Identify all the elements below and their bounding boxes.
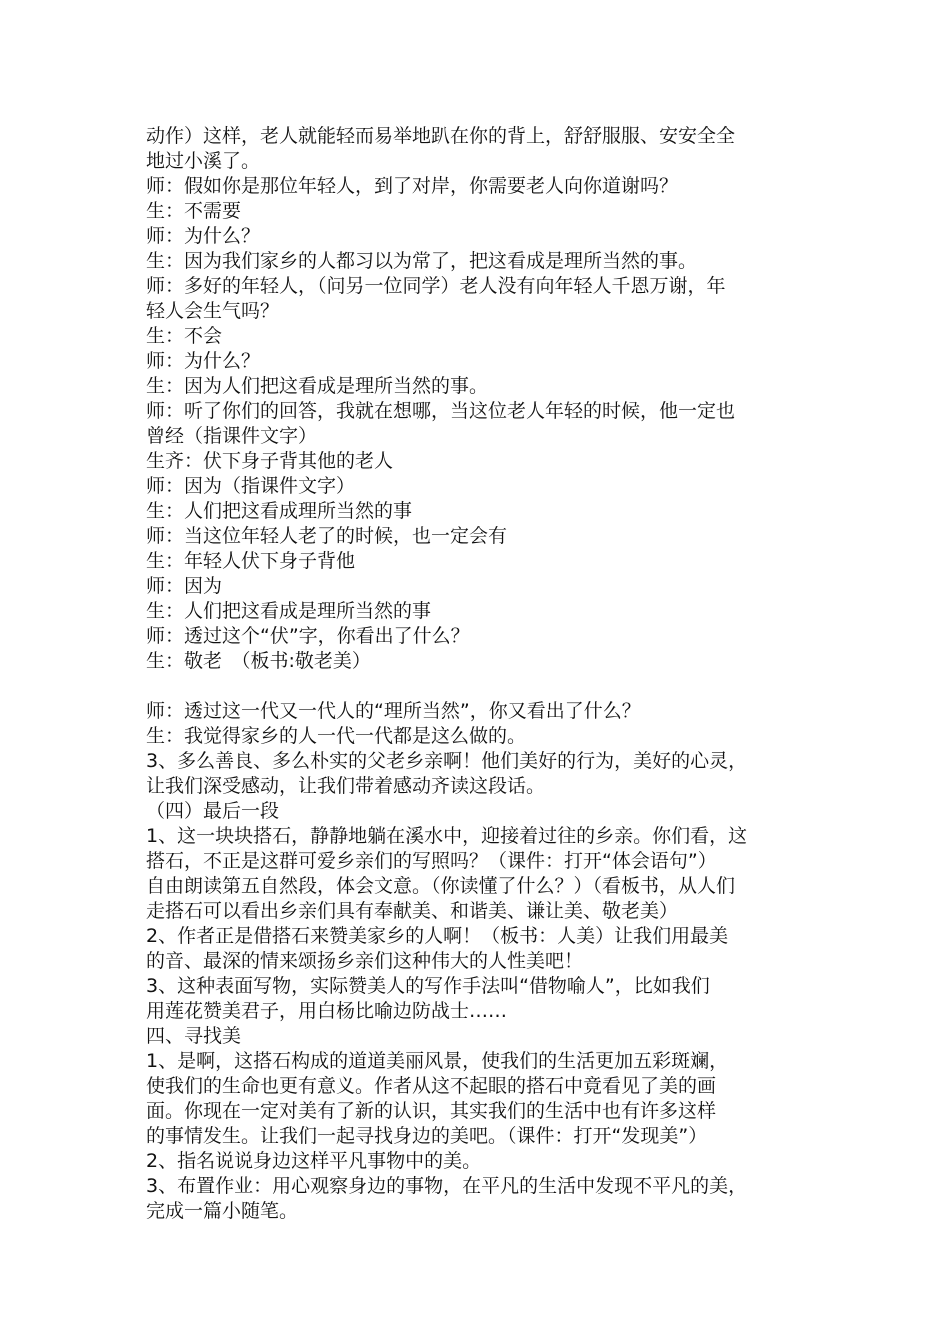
blank-line: [146, 674, 812, 699]
text-line: 师：多好的年轻人，（问另一位同学）老人没有向年轻人千恩万谢，年: [146, 275, 726, 297]
text-line: 的音、最深的情来颂扬乡亲们这种伟大的人性美吧！: [146, 950, 584, 972]
section-heading: （四）最后一段: [146, 800, 280, 822]
text-line: 完成一篇小随笔。: [146, 1200, 299, 1222]
text-line: 师：透过这个“伏”字，你看出了什么？: [146, 625, 470, 647]
text-line: 搭石，不正是这群可爱乡亲们的写照吗？（课件：打开“体会语句”）: [146, 850, 717, 872]
text-line: 曾经（指课件文字）: [146, 425, 318, 447]
text-line: 用莲花赞美君子，用白杨比喻边防战士……: [146, 1000, 508, 1022]
text-line: 师：听了你们的回答，我就在想哪，当这位老人年轻的时候，他一定也: [146, 400, 736, 422]
text-line: 生：因为人们把这看成是理所当然的事。: [146, 375, 489, 397]
text-line: 师：当这位年轻人老了的时候，也一定会有: [146, 525, 508, 547]
text-line: 2、作者正是借搭石来赞美家乡的人啊！（板书：人美）让我们用最美: [146, 925, 729, 947]
text-line: 生：人们把这看成是理所当然的事: [146, 600, 432, 622]
text-line: 生齐：伏下身子背其他的老人: [146, 450, 394, 472]
text-line: 自由朗读第五自然段，体会文意。（你读懂了什么？）（看板书，从人们: [146, 875, 736, 897]
text-line: 师：因为: [146, 575, 223, 597]
text-line: 师：透过这一代又一代人的“理所当然”，你又看出了什么？: [146, 700, 641, 722]
text-line: 轻人会生气吗？: [146, 300, 280, 322]
text-line: 1、是啊，这搭石构成的道道美丽风景，使我们的生活更加五彩斑斓，: [146, 1050, 729, 1072]
text-line: 生：年轻人伏下身子背他: [146, 550, 356, 572]
text-line: 1、这一块块搭石，静静地躺在溪水中，迎接着过往的乡亲。你们看，这: [146, 825, 748, 847]
text-line: 师：因为（指课件文字）: [146, 475, 356, 497]
text-line: 生：我觉得家乡的人一代一代都是这么做的。: [146, 725, 527, 747]
text-line: 使我们的生命也更有意义。作者从这不起眼的搭石中竟看见了美的画: [146, 1075, 717, 1097]
text-line: 2、指名说说身边这样平凡事物中的美。: [146, 1150, 482, 1172]
section-heading: 四、寻找美: [146, 1025, 242, 1047]
text-line: 生：因为我们家乡的人都习以为常了，把这看成是理所当然的事。: [146, 250, 698, 272]
text-line: 生：敬老 （板书:敬老美）: [146, 650, 371, 672]
text-line: 的事情发生。让我们一起寻找身边的美吧。（课件：打开“发现美”）: [146, 1125, 708, 1147]
text-line: 地过小溪了。: [146, 150, 261, 172]
text-line: 师：假如你是那位年轻人，到了对岸，你需要老人向你道谢吗？: [146, 175, 679, 197]
text-line: 师：为什么？: [146, 225, 261, 247]
text-line: 师：为什么？: [146, 350, 261, 372]
text-line: 3、布置作业：用心观察身边的事物，在平凡的生活中发现不平凡的美，: [146, 1175, 748, 1197]
text-line: 3、多么善良、多么朴实的父老乡亲啊！他们美好的行为，美好的心灵，: [146, 750, 748, 772]
text-line: 面。你现在一定对美有了新的认识，其实我们的生活中也有许多这样: [146, 1100, 717, 1122]
text-line: 生：不会: [146, 325, 223, 347]
text-line: 动作）这样，老人就能轻而易举地趴在你的背上，舒舒服服、安安全全: [146, 125, 736, 147]
text-line: 生：不需要: [146, 200, 242, 222]
text-line: 让我们深受感动，让我们带着感动齐读这段话。: [146, 775, 546, 797]
document-page: [146, 124, 812, 1224]
text-line: 3、这种表面写物，实际赞美人的写作手法叫“借物喻人”，比如我们: [146, 975, 710, 997]
text-line: 生：人们把这看成理所当然的事: [146, 500, 413, 522]
text-line: 走搭石可以看出乡亲们具有奉献美、和谐美、谦让美、敬老美）: [146, 900, 679, 922]
